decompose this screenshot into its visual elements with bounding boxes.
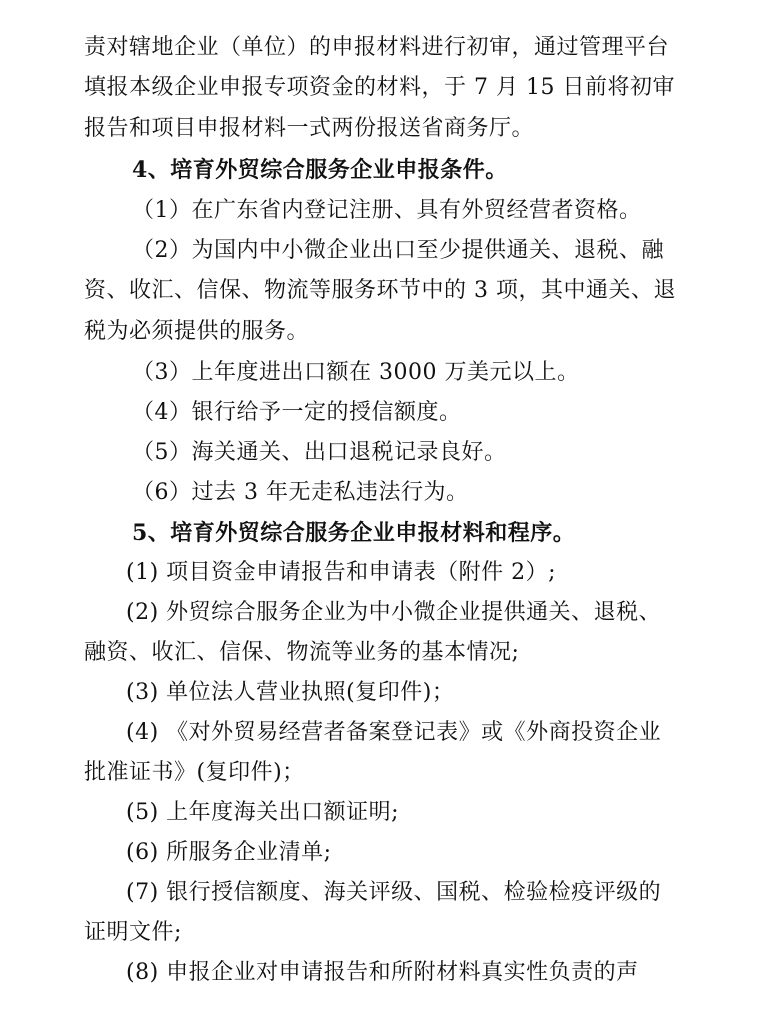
material-item-2: (2) 外贸综合服务企业为中小微企业提供通关、退税、 xyxy=(126,600,662,625)
text-line-1: 责对辖地企业（单位）的申报材料进行初审，通过管理平台 xyxy=(84,35,670,60)
material-item-3: (3) 单位法人营业执照(复印件)； xyxy=(126,680,455,705)
condition-item-2: （2）为国内中小微企业出口至少提供通关、退税、融 xyxy=(132,238,664,263)
text-line-3: 报告和项目申报材料一式两份报送省商务厅。 xyxy=(84,116,535,141)
material-item-2-continued: 融资、收汇、信保、物流等业务的基本情况; xyxy=(84,640,520,665)
section-heading-4: 4、培育外贸综合服务企业申报条件。 xyxy=(132,157,508,183)
material-item-1: (1) 项目资金申请报告和申请表（附件 2）; xyxy=(126,560,557,585)
condition-item-4: （4）银行给予一定的授信额度。 xyxy=(132,400,462,425)
material-item-4: (4) 《对外贸易经营者备案登记表》或《外商投资企业 xyxy=(126,720,662,745)
material-item-5: (5) 上年度海关出口额证明; xyxy=(126,800,400,825)
material-item-7-continued: 证明文件; xyxy=(84,920,182,945)
condition-item-1: （1）在广东省内登记注册、具有外贸经营者资格。 xyxy=(132,198,642,223)
material-item-7: (7) 银行授信额度、海关评级、国税、检验检疫评级的 xyxy=(126,880,662,905)
material-item-8: (8) 申报企业对申请报告和所附材料真实性负责的声 xyxy=(126,960,639,985)
condition-item-2-continued: 资、收汇、信保、物流等服务环节中的 3 项，其中通关、退 xyxy=(84,278,676,303)
text-line-2: 填报本级企业申报专项资金的材料，于 7 月 15 日前将初审 xyxy=(84,75,675,100)
condition-item-3: （3）上年度进出口额在 3000 万美元以上。 xyxy=(132,360,580,385)
material-item-4-continued: 批准证书》(复印件)； xyxy=(84,760,305,785)
material-item-6: (6) 所服务企业清单; xyxy=(126,840,332,865)
section-heading-5: 5、培育外贸综合服务企业申报材料和程序。 xyxy=(132,520,576,546)
condition-item-2-end: 税为必须提供的服务。 xyxy=(84,319,310,344)
condition-item-6: （6）过去 3 年无走私违法行为。 xyxy=(132,480,469,505)
condition-item-5: （5）海关通关、出口退税记录良好。 xyxy=(132,440,507,465)
